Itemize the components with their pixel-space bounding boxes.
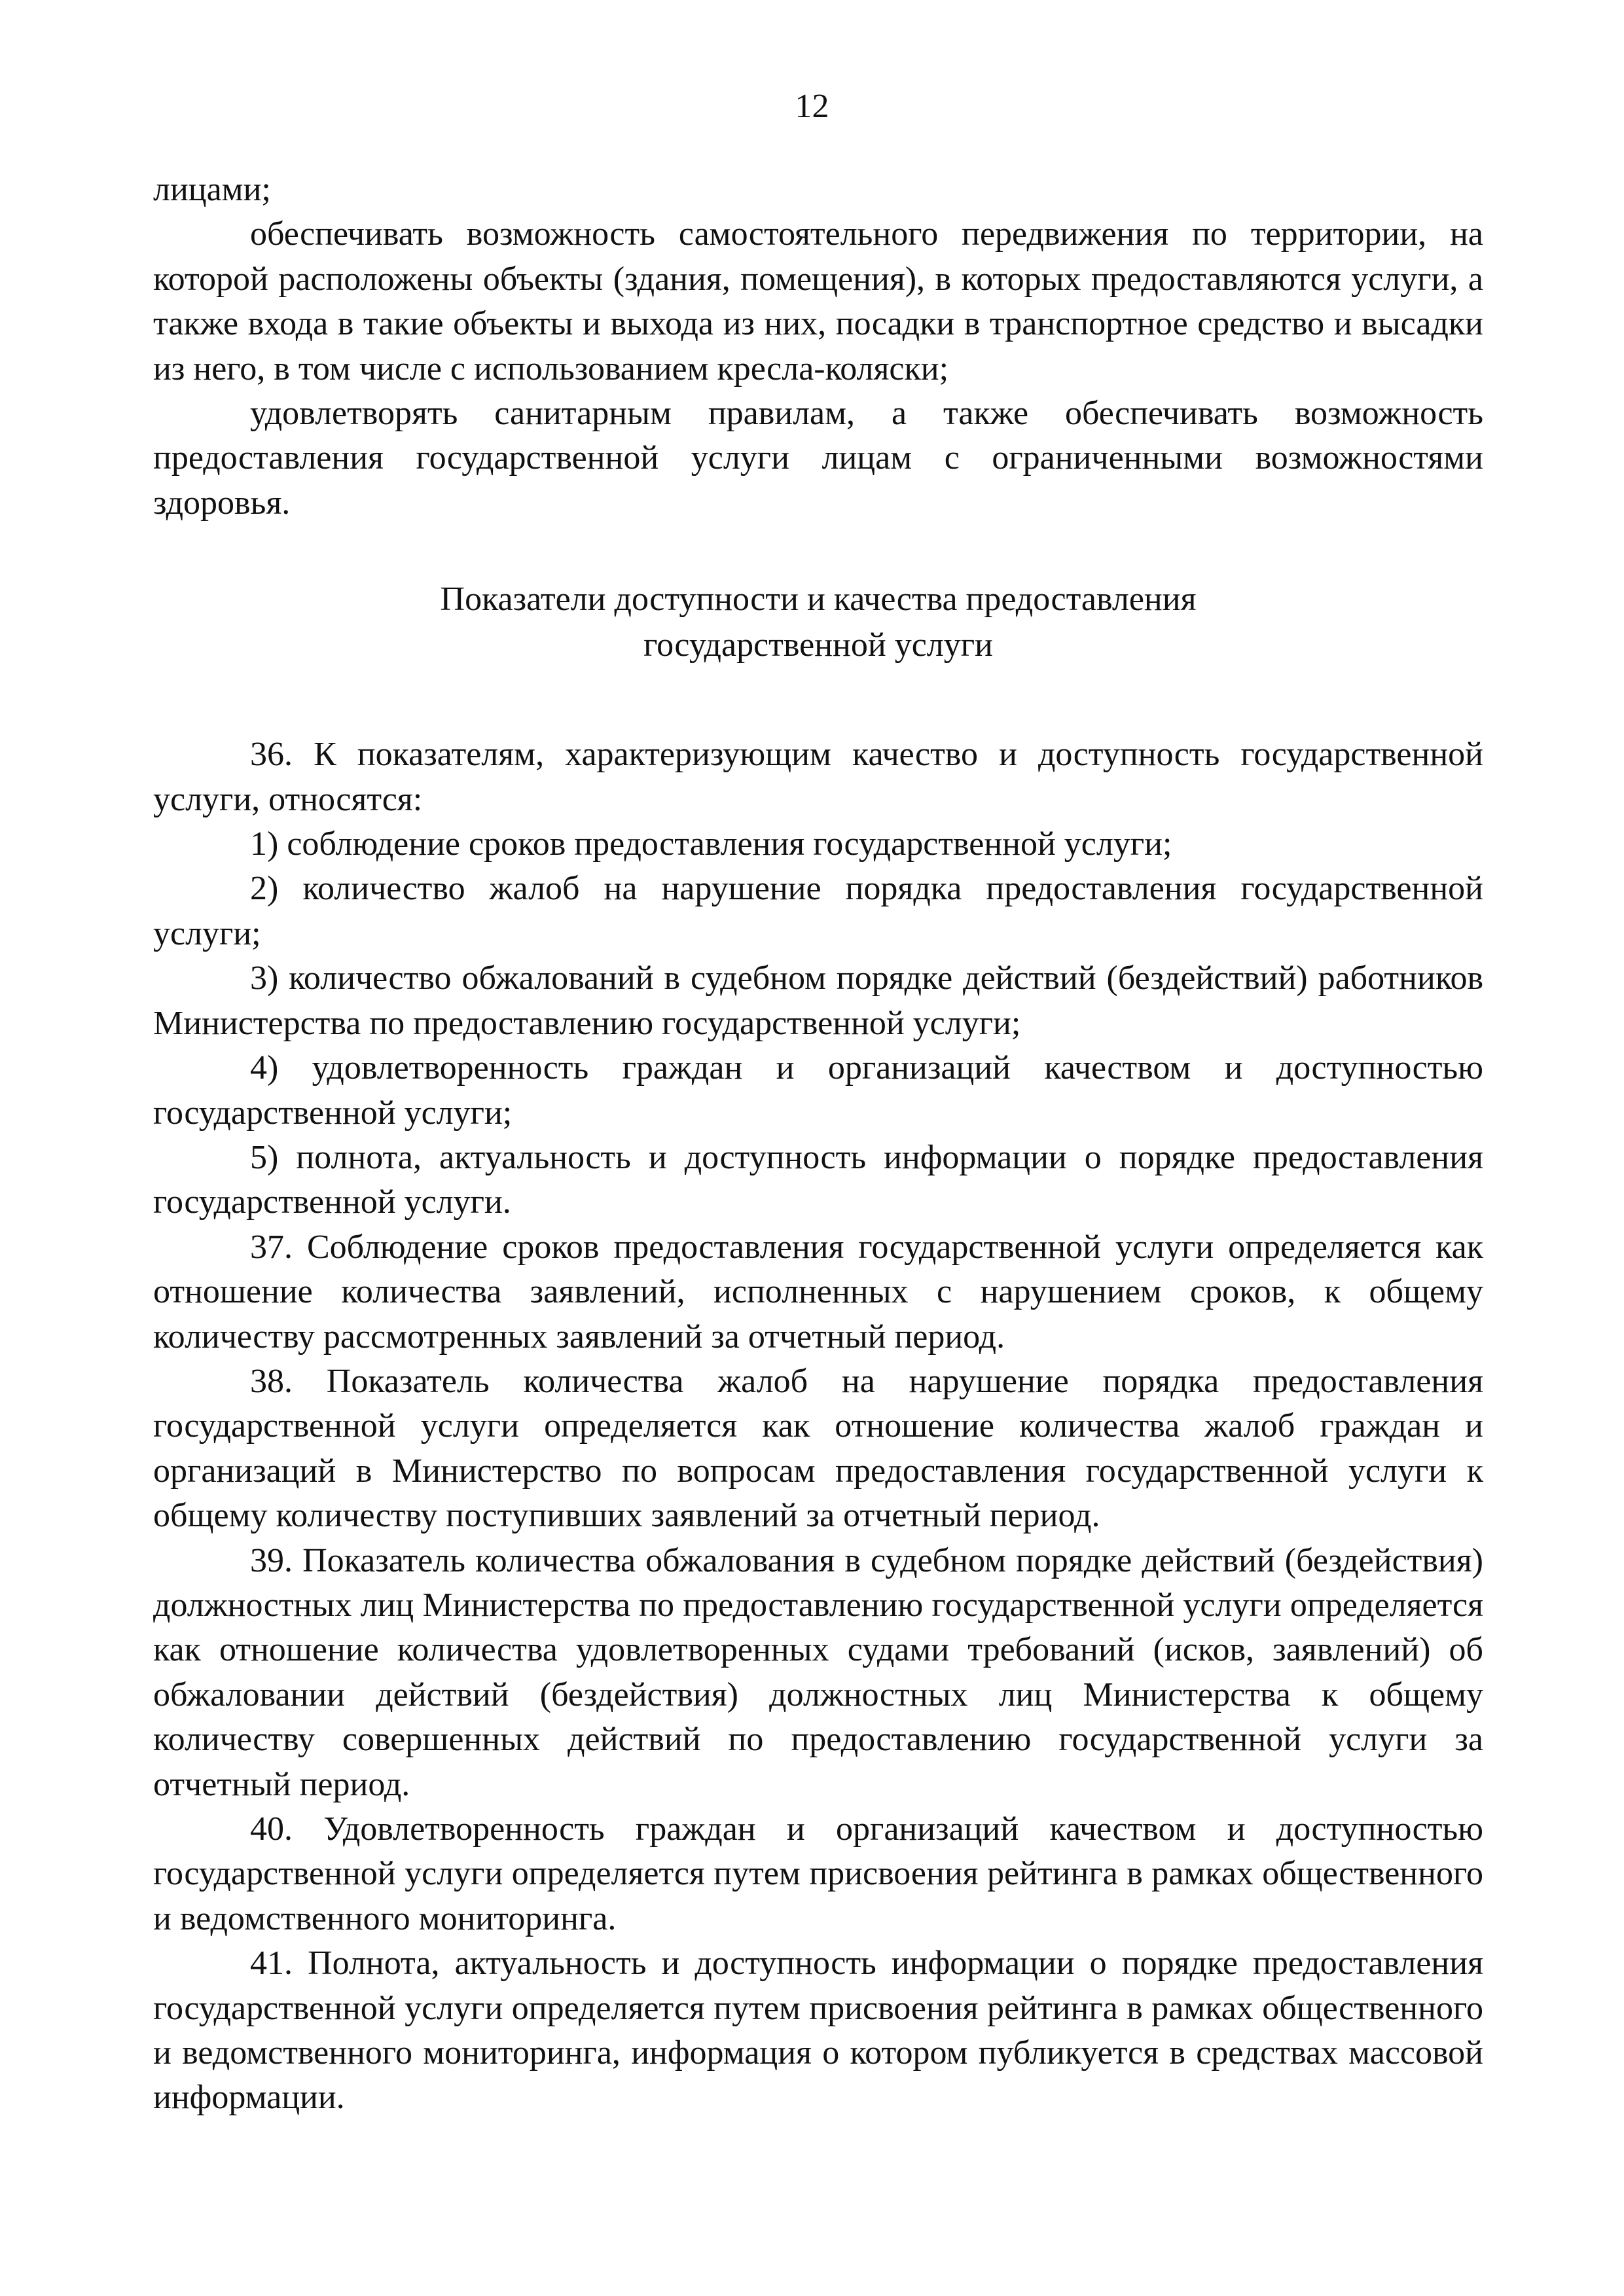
paragraph-36: 36. К показателям, характеризующим качество и доступность государственной услуги, относятся: (153, 736, 1483, 818)
section-heading (153, 577, 1483, 668)
list-item-2: 2) количество жалоб на нарушение порядка предоставления государственной услуги; (153, 870, 1483, 952)
list-item-1: 1) соблюдение сроков предоставления государственной услуги; (250, 825, 1172, 863)
list-item-3: 3) количество обжалований в судебном порядке действий (бездействий) работников Министерства по предоставлению государственной услуги; (153, 960, 1483, 1042)
list-item-4: 4) удовлетворенность граждан и организаций качеством и доступностью государственной услуги; (153, 1049, 1483, 1132)
list-item-5: 5) полнота, актуальность и доступность информации о порядке предоставления государственной услуги. (153, 1138, 1483, 1221)
paragraph-38: 38. Показатель количества жалоб на нарушение порядка предоставления государственной услуги определяется как отношение количества жалоб граждан и организаций в Министерство по вопросам предоставления государственной услуги к общему количеству поступивших заявлений за отчетный период. (153, 1362, 1483, 1535)
paragraph-37: 37. Соблюдение сроков предоставления государственной услуги определяется как отношение количества заявлений, исполненных с нарушением сроков, к общему количеству рассмотренных заявлений за отчетный период. (153, 1228, 1483, 1355)
section-heading-line-1: Показатели доступности и качества предоставления (440, 581, 1197, 619)
document-body (153, 168, 1483, 2121)
page-number: 12 (795, 88, 829, 125)
section-heading-line-2: государственной услуги (643, 626, 993, 664)
paragraph: удовлетворять санитарным правилам, а также обеспечивать возможность предоставления государственной услуги лицам с ограниченными возможностями здоровья. (153, 395, 1483, 522)
paragraph-40: 40. Удовлетворенность граждан и организаций качеством и доступностью государственной услуги определяется путем присвоения рейтинга в рамках общественного и ведомственного мониторинга. (153, 1810, 1483, 1937)
paragraph-41: 41. Полнота, актуальность и доступность информации о порядке предоставления государственной услуги определяется путем присвоения рейтинга в рамках общественного и ведомственного мониторинга, информация о котором публикуется в средствах массовой информации. (153, 1945, 1483, 2117)
paragraph: обеспечивать возможность самостоятельного передвижения по территории, на которой расположены объекты (здания, помещения), в которых предоставляются услуги, а также входа в такие объекты и выхода из них, посадки в транспортное средство и высадки из него, в том числе с использованием кресла-коляски; (153, 215, 1483, 387)
paragraph: лицами; (153, 171, 271, 208)
paragraph-39: 39. Показатель количества обжалования в судебном порядке действий (бездействия) должностных лиц Министерства по предоставлению государственной услуги определяется как отношение количества удовлетворенных судами требований (исков, заявлений) об обжаловании действий (бездействия) должностных лиц Министерства к общему количеству совершенных действий по предоставлению государственной услуги за отчетный период. (153, 1541, 1483, 1803)
